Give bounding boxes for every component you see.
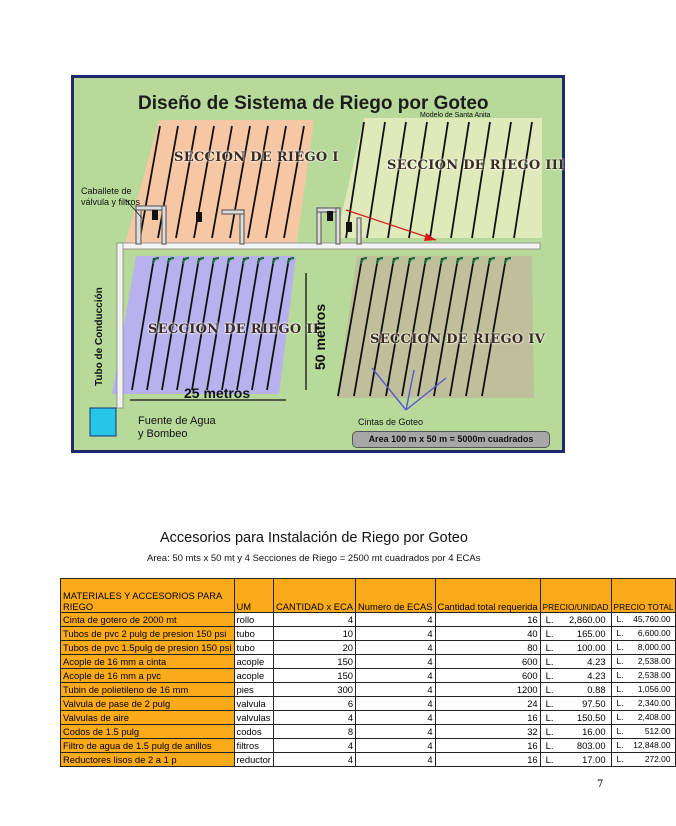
currency-symbol: L. (545, 642, 554, 653)
material-cell: Reductores lisos de 2 a 1 p (61, 753, 235, 767)
unit-price-cell (540, 669, 611, 683)
header-total-price: PRECIO TOTAL (611, 579, 676, 613)
um-cell: acople (234, 655, 273, 669)
unit-price-cell (540, 627, 611, 641)
total-cell: 600 (435, 669, 540, 683)
unit-price-cell (540, 613, 611, 627)
um-cell: tubo (234, 641, 273, 655)
amount: 2,538.00 (637, 670, 671, 680)
currency-symbol: L. (545, 614, 554, 625)
header-unit-price: PRECIO/UNIDAD (540, 579, 611, 613)
table-row (61, 725, 676, 739)
currency-symbol: L. (545, 754, 554, 765)
total-price-cell (611, 711, 676, 725)
total-cell: 32 (435, 725, 540, 739)
currency-symbol: L. (545, 670, 554, 681)
table-row (61, 753, 676, 767)
irrigation-diagram (71, 75, 565, 453)
um-cell: tubo (234, 627, 273, 641)
amount: 4.23 (587, 656, 606, 667)
um-cell: acople (234, 669, 273, 683)
currency-symbol: L. (545, 712, 554, 723)
total-price-cell (611, 739, 676, 753)
material-cell: Cinta de gotero de 2000 mt (61, 613, 235, 627)
ecas-cell: 4 (356, 669, 436, 683)
unit-price-cell (540, 711, 611, 725)
conduction-pipe (117, 243, 123, 408)
material-cell: Valvulas de aire (61, 711, 235, 725)
qty-cell: 300 (273, 683, 355, 697)
amount: 100.00 (576, 642, 606, 653)
accessories-title: Accesorios para Instalación de Riego por Goteo (160, 530, 468, 546)
height-dimension: 50 metros (312, 303, 328, 370)
amount: 803.00 (576, 740, 606, 751)
currency-symbol: L. (545, 656, 554, 667)
header-total: Cantidad total requerida (435, 579, 540, 613)
qty-cell: 4 (273, 711, 355, 725)
currency-symbol: L. (545, 684, 554, 695)
total-cell: 80 (435, 641, 540, 655)
cintas-label: Cintas de Goteo (358, 417, 424, 427)
amount: 2,340.00 (637, 698, 671, 708)
table-row (61, 697, 676, 711)
qty-cell: 6 (273, 697, 355, 711)
total-price-cell (611, 669, 676, 683)
um-cell: reductor (234, 753, 273, 767)
total-cell: 16 (435, 739, 540, 753)
ecas-cell: 4 (356, 739, 436, 753)
amount: 2,538.00 (637, 656, 671, 666)
section-label-2: SECCION DE RIEGO II (148, 322, 320, 337)
table-header-row (61, 579, 676, 613)
amount: 45,760.00 (633, 614, 671, 624)
material-cell: Tubos de pvc 2 pulg de presion 150 psi (61, 627, 235, 641)
section-label-4: SECCION DE RIEGO IV (370, 332, 546, 347)
unit-price-cell (540, 725, 611, 739)
ecas-cell: 4 (356, 627, 436, 641)
unit-price-cell (540, 655, 611, 669)
table-row (61, 669, 676, 683)
table-row (61, 641, 676, 655)
amount: 512.00 (644, 726, 671, 736)
total-cell: 40 (435, 627, 540, 641)
header-cantidad: CANTIDAD x ECA (273, 579, 355, 613)
material-cell: Filtro de agua de 1.5 pulg de anillos (61, 739, 235, 753)
total-cell: 1200 (435, 683, 540, 697)
currency-symbol: L. (545, 698, 554, 709)
currency-symbol: L. (616, 656, 624, 666)
currency-symbol: L. (616, 712, 624, 722)
qty-cell: 150 (273, 655, 355, 669)
total-price-cell (611, 627, 676, 641)
material-cell: Valvula de pase de 2 pulg (61, 697, 235, 711)
total-cell: 16 (435, 711, 540, 725)
materials-table (60, 578, 676, 767)
amount: 6,600.00 (637, 628, 671, 638)
qty-cell: 4 (273, 753, 355, 767)
currency-symbol: L. (616, 614, 624, 624)
material-cell: Codos de 1.5 pulg (61, 725, 235, 739)
amount: 8,000.00 (637, 642, 671, 652)
total-price-cell (611, 655, 676, 669)
diagram-title: Diseño de Sistema de Riego por Goteo (138, 93, 489, 114)
um-cell: valvulas (234, 711, 273, 725)
diagram-graphics (74, 78, 562, 450)
header-um: UM (234, 579, 273, 613)
table-row (61, 613, 676, 627)
qty-cell: 4 (273, 739, 355, 753)
amount: 165.00 (576, 628, 606, 639)
total-price-cell (611, 683, 676, 697)
amount: 12,848.00 (633, 740, 671, 750)
page-number: 7 (597, 779, 604, 790)
caballete-label: Caballete de válvula y filtros (81, 186, 141, 207)
amount: 17.00 (582, 754, 606, 765)
amount: 2,860.00 (569, 614, 606, 625)
amount: 0.88 (587, 684, 606, 695)
currency-symbol: L. (545, 726, 554, 737)
qty-cell: 8 (273, 725, 355, 739)
header-material: MATERIALES Y ACCESORIOS PARA RIEGO (61, 579, 235, 613)
total-cell: 16 (435, 613, 540, 627)
ecas-cell: 4 (356, 711, 436, 725)
total-cell: 600 (435, 655, 540, 669)
amount: 150.50 (576, 712, 606, 723)
currency-symbol: L. (616, 698, 624, 708)
table-row (61, 627, 676, 641)
currency-symbol: L. (545, 628, 554, 639)
um-cell: codos (234, 725, 273, 739)
qty-cell: 150 (273, 669, 355, 683)
total-price-cell (611, 753, 676, 767)
total-price-cell (611, 697, 676, 711)
header-ecas: Numero de ECAS (356, 579, 436, 613)
amount: 2,408.00 (637, 712, 671, 722)
ecas-cell: 4 (356, 697, 436, 711)
water-source-label: Fuente de Agua y Bombeo (138, 415, 216, 440)
table-row (61, 711, 676, 725)
total-price-cell (611, 725, 676, 739)
um-cell: valvula (234, 697, 273, 711)
distribution-pipe (120, 243, 540, 249)
area-summary-box: Area 100 m x 50 m = 5000m cuadrados (352, 431, 550, 448)
material-cell: Acople de 16 mm a cinta (61, 655, 235, 669)
diagram-subtitle: Modelo de Santa Anita (420, 112, 491, 119)
water-source-tank (90, 408, 116, 436)
unit-price-cell (540, 739, 611, 753)
currency-symbol: L. (616, 754, 624, 764)
currency-symbol: L. (616, 670, 624, 680)
amount: 97.50 (582, 698, 606, 709)
currency-symbol: L. (616, 628, 624, 638)
table-row (61, 655, 676, 669)
ecas-cell: 4 (356, 641, 436, 655)
material-cell: Acople de 16 mm a pvc (61, 669, 235, 683)
ecas-cell: 4 (356, 613, 436, 627)
amount: 4.23 (587, 670, 606, 681)
section-label-3: SECCION DE RIEGO III (387, 158, 565, 173)
qty-cell: 10 (273, 627, 355, 641)
qty-cell: 20 (273, 641, 355, 655)
um-cell: rollo (234, 613, 273, 627)
currency-symbol: L. (616, 642, 624, 652)
amount: 1,056.00 (637, 684, 671, 694)
currency-symbol: L. (616, 740, 624, 750)
conduction-label: Tubo de Conducción (94, 287, 105, 386)
ecas-cell: 4 (356, 725, 436, 739)
ecas-cell: 4 (356, 655, 436, 669)
um-cell: filtros (234, 739, 273, 753)
total-price-cell (611, 641, 676, 655)
table-row (61, 683, 676, 697)
qty-cell: 4 (273, 613, 355, 627)
currency-symbol: L. (545, 740, 554, 751)
width-dimension: 25 metros (184, 385, 251, 401)
ecas-cell: 4 (356, 683, 436, 697)
unit-price-cell (540, 697, 611, 711)
currency-symbol: L. (616, 684, 624, 694)
table-row (61, 739, 676, 753)
total-cell: 24 (435, 697, 540, 711)
unit-price-cell (540, 753, 611, 767)
section-label-1: SECCION DE RIEGO I (174, 150, 339, 165)
total-price-cell (611, 613, 676, 627)
amount: 16.00 (582, 726, 606, 737)
um-cell: pies (234, 683, 273, 697)
unit-price-cell (540, 641, 611, 655)
accessories-subtitle: Area: 50 mts x 50 mt y 4 Secciones de Riego = 2500 mt cuadrados por 4 ECAs (147, 553, 481, 564)
ecas-cell: 4 (356, 753, 436, 767)
unit-price-cell (540, 683, 611, 697)
currency-symbol: L. (616, 726, 624, 736)
amount: 272.00 (644, 754, 671, 764)
total-cell: 16 (435, 753, 540, 767)
material-cell: Tubos de pvc 1.5pulg de presion 150 psi (61, 641, 235, 655)
material-cell: Tubin de polietileno de 16 mm (61, 683, 235, 697)
